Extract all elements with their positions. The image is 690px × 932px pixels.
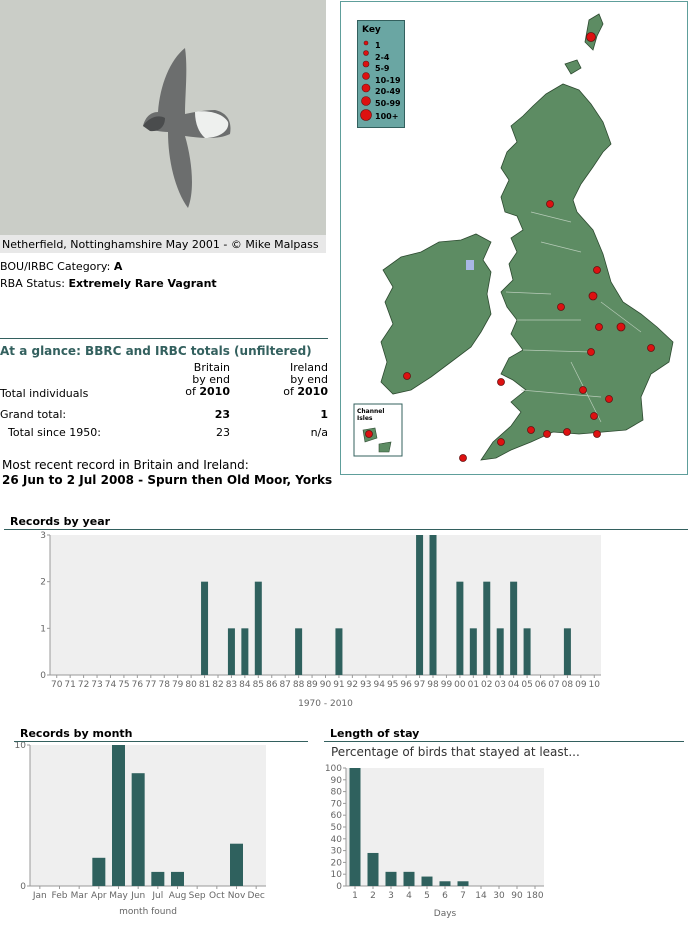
x-tick-label: 90 (319, 680, 332, 690)
key-dot-5 (362, 84, 370, 92)
x-tick-label: 88 (292, 680, 305, 690)
bar (483, 582, 490, 675)
x-tick-label: 73 (91, 680, 103, 690)
x-tick-label: 75 (118, 680, 130, 690)
record-dot-yorks-inland (589, 292, 597, 300)
x-tick-label: Aug (168, 891, 187, 901)
year-chart-title: Records by year (10, 515, 111, 528)
bar (201, 582, 208, 675)
great-britain-landmass (481, 84, 673, 460)
x-tick-label: 4 (406, 891, 412, 901)
x-tick-label: 1 (352, 891, 358, 901)
bar (564, 628, 571, 675)
record-dot-london (606, 396, 613, 403)
record-dot-wales (498, 379, 505, 386)
bird-photo (0, 0, 326, 235)
britain-col-header (170, 362, 230, 398)
x-tick-label: 74 (104, 680, 117, 690)
x-tick-label: 92 (346, 680, 359, 690)
key-label-5: 20-49 (375, 87, 401, 96)
x-tick-label: 83 (225, 680, 238, 690)
record-dot-yorks-coast (594, 267, 601, 274)
key-label-7: 100+ (375, 112, 399, 121)
bar (422, 877, 433, 886)
x-axis-title: Days (433, 909, 457, 919)
bar (524, 628, 531, 675)
record-dot-channel-isles (366, 431, 373, 438)
x-tick-label: 10 (588, 680, 601, 690)
y-tick-label: 3 (40, 531, 46, 541)
record-dot-dorset (528, 427, 535, 434)
since-1950-ireland: n/a (310, 426, 328, 439)
recent-label: Most recent record in Britain and Ireland: (2, 458, 249, 472)
key-dot-1 (364, 41, 368, 45)
key-label-1: 1 (375, 41, 381, 50)
x-tick-label: 99 (440, 680, 453, 690)
x-tick-label: Feb (51, 891, 68, 901)
x-tick-label: 03 (494, 680, 506, 690)
record-dot-oxon (580, 387, 587, 394)
x-tick-label: 77 (145, 680, 157, 690)
record-dot-kent (594, 431, 601, 438)
y-tick-label: 0 (336, 882, 342, 892)
ireland-header-line2: by end (290, 373, 328, 386)
bar (456, 582, 463, 675)
ireland-landmass (381, 234, 491, 394)
y-tick-label: 30 (330, 846, 342, 857)
bar (470, 628, 477, 675)
bar (458, 881, 469, 886)
x-tick-label: 82 (212, 680, 224, 690)
record-dot-scilly (460, 455, 467, 462)
month-chart-title: Records by month (20, 727, 133, 740)
key-label-6: 50-99 (375, 98, 401, 108)
x-tick-label: 07 (548, 680, 560, 690)
britain-header-line3: of 2010 (185, 385, 230, 398)
x-tick-label: 08 (561, 680, 574, 690)
length-of-stay-chart (320, 762, 560, 922)
x-tick-label: 80 (185, 680, 197, 690)
x-axis-title: month found (119, 907, 177, 917)
lough-neagh (466, 260, 474, 270)
key-label-4: 10-19 (375, 75, 401, 85)
bar (404, 872, 415, 886)
ireland-header-line1: Ireland (289, 361, 328, 374)
ireland-header-line3: of 2010 (283, 385, 328, 398)
x-tick-label: 87 (279, 680, 291, 690)
x-tick-label: 72 (77, 680, 90, 690)
bar (510, 582, 517, 675)
record-dot-sussex (591, 413, 598, 420)
x-tick-label: 95 (386, 680, 399, 690)
x-tick-label: 70 (50, 680, 63, 690)
y-tick-label: 20 (330, 858, 342, 869)
key-dot-2 (364, 51, 369, 56)
y-tick-label: 70 (330, 799, 342, 810)
x-tick-label: 5 (424, 891, 430, 901)
stay-chart-subtitle: Percentage of birds that stayed at least... (331, 745, 580, 759)
bar (368, 853, 379, 886)
x-tick-label: 96 (400, 680, 412, 690)
bar (416, 535, 423, 675)
y-tick-label: 100 (324, 764, 342, 774)
x-tick-label: 89 (306, 680, 318, 690)
photo-caption: Netherfield, Nottinghamshire May 2001 - © Mike Malpass (0, 235, 326, 253)
x-tick-label: 30 (493, 891, 505, 901)
x-tick-label: 14 (475, 891, 487, 901)
category-value: A (113, 260, 123, 273)
x-tick-label: 81 (198, 680, 211, 690)
x-tick-label: 84 (239, 680, 251, 690)
x-tick-label: 2 (370, 891, 376, 901)
y-tick-label: 2 (40, 577, 46, 588)
x-tick-label: 85 (252, 680, 265, 690)
record-dot-norfolk (648, 345, 655, 352)
key-dot-6 (362, 97, 371, 106)
x-tick-label: Sep (188, 891, 206, 901)
map-key-labels (375, 40, 401, 123)
key-label-3: 5-9 (375, 64, 390, 73)
x-tick-label: 06 (534, 680, 547, 690)
bar (230, 844, 243, 886)
x-axis-title: 1970 - 2010 (298, 699, 353, 709)
x-tick-label: 00 (454, 680, 466, 690)
y-tick-label: 80 (330, 787, 342, 798)
x-tick-label: 6 (442, 891, 448, 901)
bar (386, 872, 397, 886)
x-tick-label: 09 (575, 680, 587, 690)
distribution-map (340, 1, 688, 475)
record-dot-fife (547, 201, 554, 208)
bird-silhouette-image (0, 0, 326, 235)
bar (430, 535, 437, 675)
y-tick-label: 50 (330, 823, 342, 833)
x-tick-label: Jan (32, 891, 47, 901)
bar (255, 582, 262, 675)
x-tick-label: 94 (373, 680, 385, 690)
bar (295, 628, 302, 675)
x-tick-label: Apr (91, 891, 107, 901)
record-dot-lincs (617, 323, 625, 331)
bar (497, 628, 504, 675)
x-tick-label: 97 (413, 680, 426, 690)
x-tick-label: 02 (481, 680, 493, 690)
glance-title: At a glance: BBRC and IRBC totals (unfiltered) (0, 344, 312, 358)
stay-chart-rule (324, 741, 684, 742)
y-tick-label: 1 (40, 624, 46, 635)
x-tick-label: May (109, 891, 128, 901)
x-tick-label: 93 (360, 680, 372, 690)
y-tick-label: 40 (330, 834, 342, 845)
bar (335, 628, 342, 675)
grand-total-ireland: 1 (320, 408, 328, 421)
x-tick-label: Jun (131, 891, 146, 901)
since-1950-britain: 23 (216, 426, 230, 439)
bar (112, 745, 125, 886)
grand-total-britain: 23 (214, 408, 230, 421)
y-tick-label: 10 (330, 870, 342, 881)
shetland-islands (585, 14, 603, 50)
x-tick-label: Jul (152, 891, 164, 901)
total-individuals-label: Total individuals (0, 387, 89, 400)
record-dot-ireland (404, 373, 411, 380)
rba-line (0, 277, 217, 290)
bar (132, 773, 145, 886)
x-tick-label: Nov (227, 891, 246, 901)
record-dot-shetland (587, 33, 596, 42)
x-tick-label: Oct (209, 891, 225, 901)
x-tick-label: 01 (467, 680, 480, 690)
ireland-col-header (268, 362, 328, 398)
map-key (357, 20, 405, 128)
grand-total-label: Grand total: (0, 408, 67, 421)
x-tick-label: Mar (70, 891, 88, 901)
inset-label-line2: Isles (357, 415, 373, 422)
glance-divider (0, 338, 328, 339)
record-dot-hants (544, 431, 551, 438)
recent-value: 26 Jun to 2 Jul 2008 - Spurn then Old Moor, Yorks (2, 473, 333, 487)
bar (92, 858, 105, 886)
key-dot-3 (363, 61, 369, 67)
x-tick-label: 91 (333, 680, 345, 690)
x-tick-label: 180 (526, 891, 544, 901)
x-tick-label: 76 (131, 680, 144, 690)
category-label: BOU/IRBC Category: (0, 260, 111, 273)
record-dot-lancs (558, 304, 565, 311)
rba-value: Extremely Rare Vagrant (68, 277, 217, 290)
bar (350, 768, 361, 886)
x-tick-label: 90 (511, 891, 523, 901)
records-by-month-chart (0, 742, 320, 922)
x-tick-label: 7 (460, 891, 466, 901)
x-tick-label: 3 (388, 891, 394, 901)
y-tick-label: 60 (330, 811, 342, 822)
britain-header-line1: Britain (193, 361, 230, 374)
britain-header-line2: by end (192, 373, 230, 386)
key-dot-7 (361, 110, 372, 121)
record-dots (366, 33, 655, 462)
rba-label: RBA Status: (0, 277, 65, 290)
since-1950-label: Total since 1950: (8, 426, 101, 439)
x-tick-label: Dec (247, 891, 265, 901)
category-line (0, 260, 122, 273)
bar (228, 628, 235, 675)
bar (440, 881, 451, 886)
bar (241, 628, 248, 675)
x-tick-label: 78 (158, 680, 170, 690)
key-label-2: 2-4 (375, 52, 390, 62)
records-by-year-chart (0, 530, 690, 710)
x-tick-label: 98 (427, 680, 439, 690)
map-key-title: Key (362, 25, 381, 35)
x-tick-label: 79 (171, 680, 184, 690)
key-dot-4 (363, 73, 370, 80)
inset-label-line1: Channel (357, 408, 385, 415)
record-dot-notts (596, 324, 603, 331)
y-tick-label: 0 (40, 671, 46, 681)
x-tick-label: 71 (64, 680, 76, 690)
orkney-islands (565, 60, 581, 74)
x-tick-label: 86 (266, 680, 278, 690)
record-dot-devon (498, 439, 505, 446)
y-tick-label: 0 (20, 882, 26, 892)
record-dot-midlands (588, 349, 595, 356)
bar (171, 872, 184, 886)
x-tick-label: 05 (521, 680, 533, 690)
bar (151, 872, 164, 886)
y-tick-label: 10 (14, 742, 26, 751)
record-dot-iow (564, 429, 571, 436)
plot-area (50, 535, 601, 675)
stay-chart-title: Length of stay (330, 727, 420, 740)
y-tick-label: 90 (330, 775, 342, 786)
x-tick-label: 04 (507, 680, 520, 690)
